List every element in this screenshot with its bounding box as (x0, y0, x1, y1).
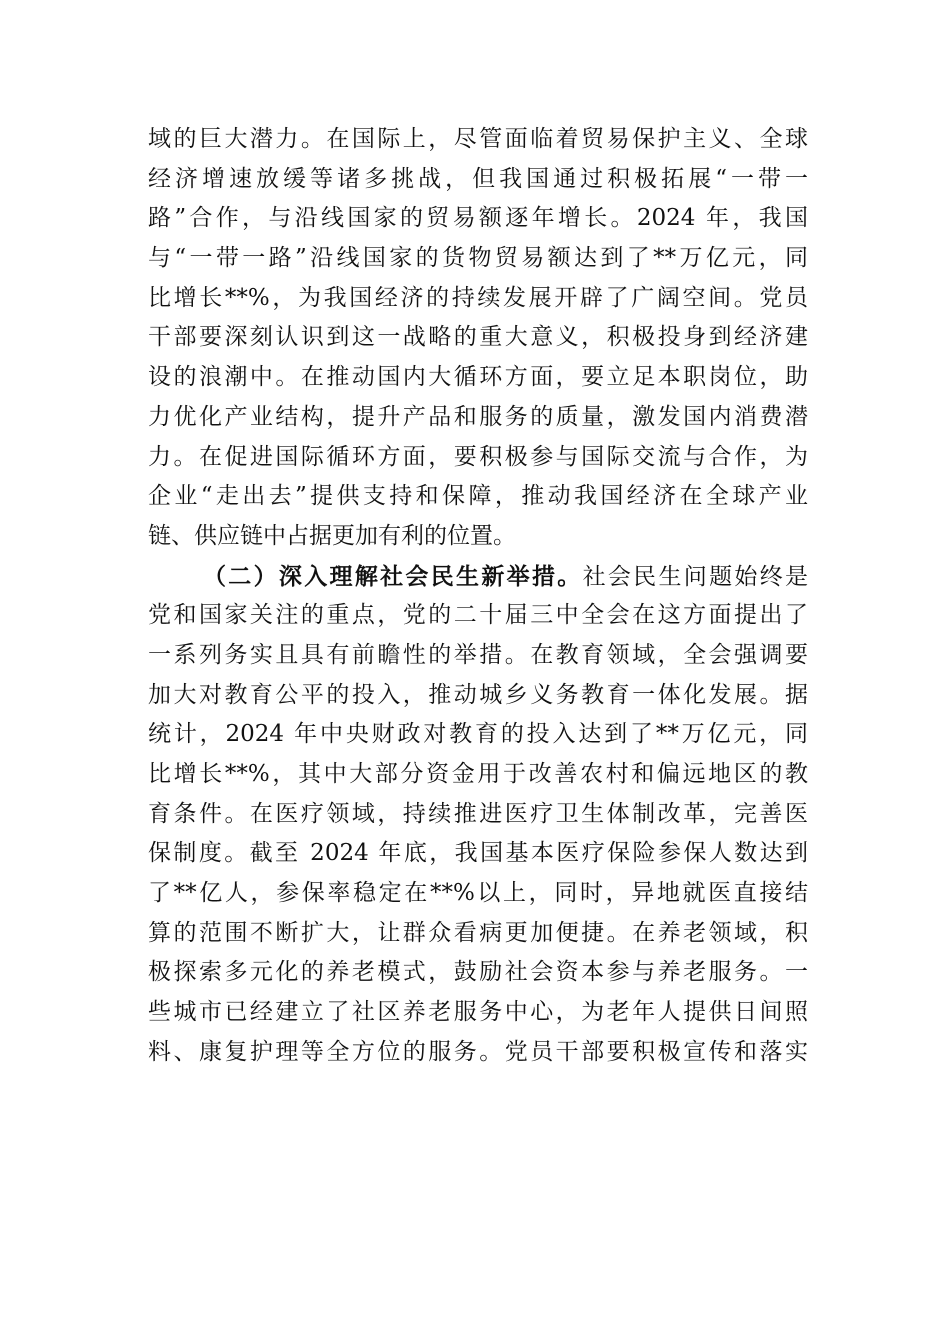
paragraph-line: 链、供应链中占据更加有利的位置。 (148, 522, 516, 549)
paragraph-line: 力优化产业结构，提升产品和服务的质量，激发国内消费潜 (148, 403, 808, 430)
paragraph-line: 算的范围不断扩大，让群众看病更加便捷。在养老领域，积 (148, 919, 808, 946)
paragraph-line: 加大对教育公平的投入，推动城乡义务教育一体化发展。据 (148, 681, 808, 708)
paragraph-line: 力。在促进国际循环方面，要积极参与国际交流与合作，为 (148, 443, 808, 470)
paragraph-line: 比增长**%，其中大部分资金用于改善农村和偏远地区的教 (148, 761, 808, 787)
paragraph-line: 了**亿人，参保率稳定在**%以上，同时，异地就医直接结 (148, 880, 808, 907)
paragraph-line: 路”合作，与沿线国家的贸易额逐年增长。2024 年，我国 (148, 205, 808, 232)
section-heading-line (148, 557, 808, 597)
section-heading: （二）深入理解社会民生新举措。 (203, 562, 583, 590)
paragraph-line: 料、康复护理等全方位的服务。党员干部要积极宣传和落实 (148, 1038, 808, 1065)
paragraph-line: 比增长**%，为我国经济的持续发展开辟了广阔空间。党员 (148, 284, 808, 311)
paragraph-line: 些城市已经建立了社区养老服务中心，为老年人提供日间照 (148, 999, 808, 1026)
paragraph-line: 域的巨大潜力。在国际上，尽管面临着贸易保护主义、全球 (148, 126, 808, 152)
paragraph-line: 经济增速放缓等诸多挑战，但我国通过积极拓展“一带一 (148, 165, 808, 192)
paragraph-line: 与“一带一路”沿线国家的货物贸易额达到了**万亿元，同 (148, 245, 808, 272)
section-heading-continuation: 社会民生问题始终是 (582, 563, 808, 590)
paragraph-line: 保制度。截至 2024 年底，我国基本医疗保险参保人数达到 (148, 840, 808, 867)
paragraph-line: 统计，2024 年中央财政对教育的投入达到了**万亿元，同 (148, 721, 808, 748)
paragraph-line: 干部要深刻认识到这一战略的重大意义，积极投身到经济建 (148, 324, 808, 351)
paragraph-line: 极探索多元化的养老模式，鼓励社会资本参与养老服务。一 (148, 959, 808, 986)
paragraph-line: 企业“走出去”提供支持和保障，推动我国经济在全球产业 (148, 483, 808, 510)
body-text (148, 120, 808, 1073)
paragraph-line: 一系列务实且具有前瞻性的举措。在教育领域，全会强调要 (148, 641, 808, 668)
paragraph-line: 党和国家关注的重点，党的二十届三中全会在这方面提出了 (148, 602, 808, 629)
paragraph-line: 设的浪潮中。在推动国内大循环方面，要立足本职岗位，助 (148, 364, 808, 391)
paragraph-line: 育条件。在医疗领域，持续推进医疗卫生体制改革，完善医 (148, 800, 808, 827)
